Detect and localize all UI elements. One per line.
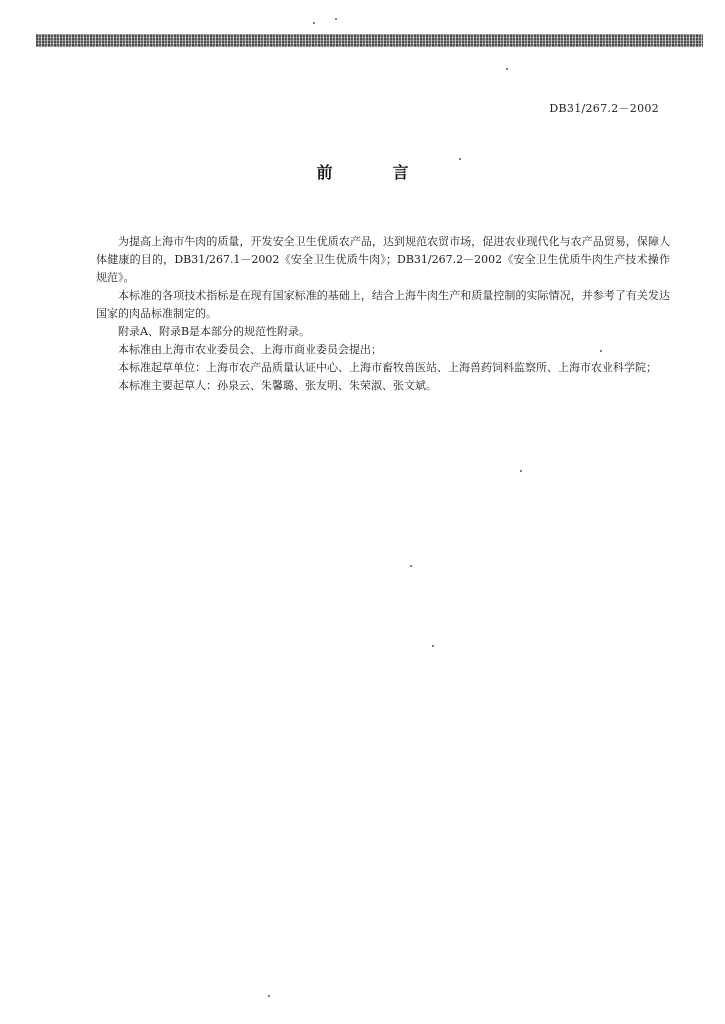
scan-speck [410,565,412,567]
paragraph-appendix: 附录A、附录B是本部分的规范性附录。 [118,325,311,338]
heading-char-1: 前 [316,163,333,182]
scan-speck [268,995,270,997]
paragraph-drafters: 本标准主要起草人：孙泉云、朱馨璐、张友明、朱荣淑、张文斌。 [118,379,437,392]
scan-header-bar [36,34,703,47]
paragraph-proposer: 本标准由上海市农业委员会、上海市商业委员会提出； [118,343,382,356]
scan-speck [506,68,508,70]
scan-speck [313,22,315,24]
scan-speck [335,18,337,20]
paragraph-basis: 本标准的各项技术指标是在现有国家标准的基础上，结合上海牛肉生产和质量控制的实际情况，并参考了有关发达国家的肉品标准制定的。 [96,289,670,320]
scan-speck [432,645,434,647]
scan-speck [600,350,602,352]
paragraph-drafting-units: 本标准起草单位：上海市农产品质量认证中心、上海市畜牧兽医站、上海兽药饲料监察所、上海市农业科学院； [118,361,657,374]
document-code: DB31/267.2－2002 [549,102,659,115]
foreword-body [96,233,670,395]
scan-speck [459,158,461,160]
heading-char-2: 言 [392,163,409,182]
scan-speck [520,470,522,472]
section-heading [0,160,725,183]
paragraph-purpose: 为提高上海市牛肉的质量，开发安全卫生优质农产品，达到规范农贸市场，促进农业现代化与农产品贸易，保障人体健康的目的，DB31/267.1－2002《安全卫生优质牛肉》；DB31/267.2－2002《安全卫生优质牛肉生产技术操作规范》。 [96,235,670,284]
